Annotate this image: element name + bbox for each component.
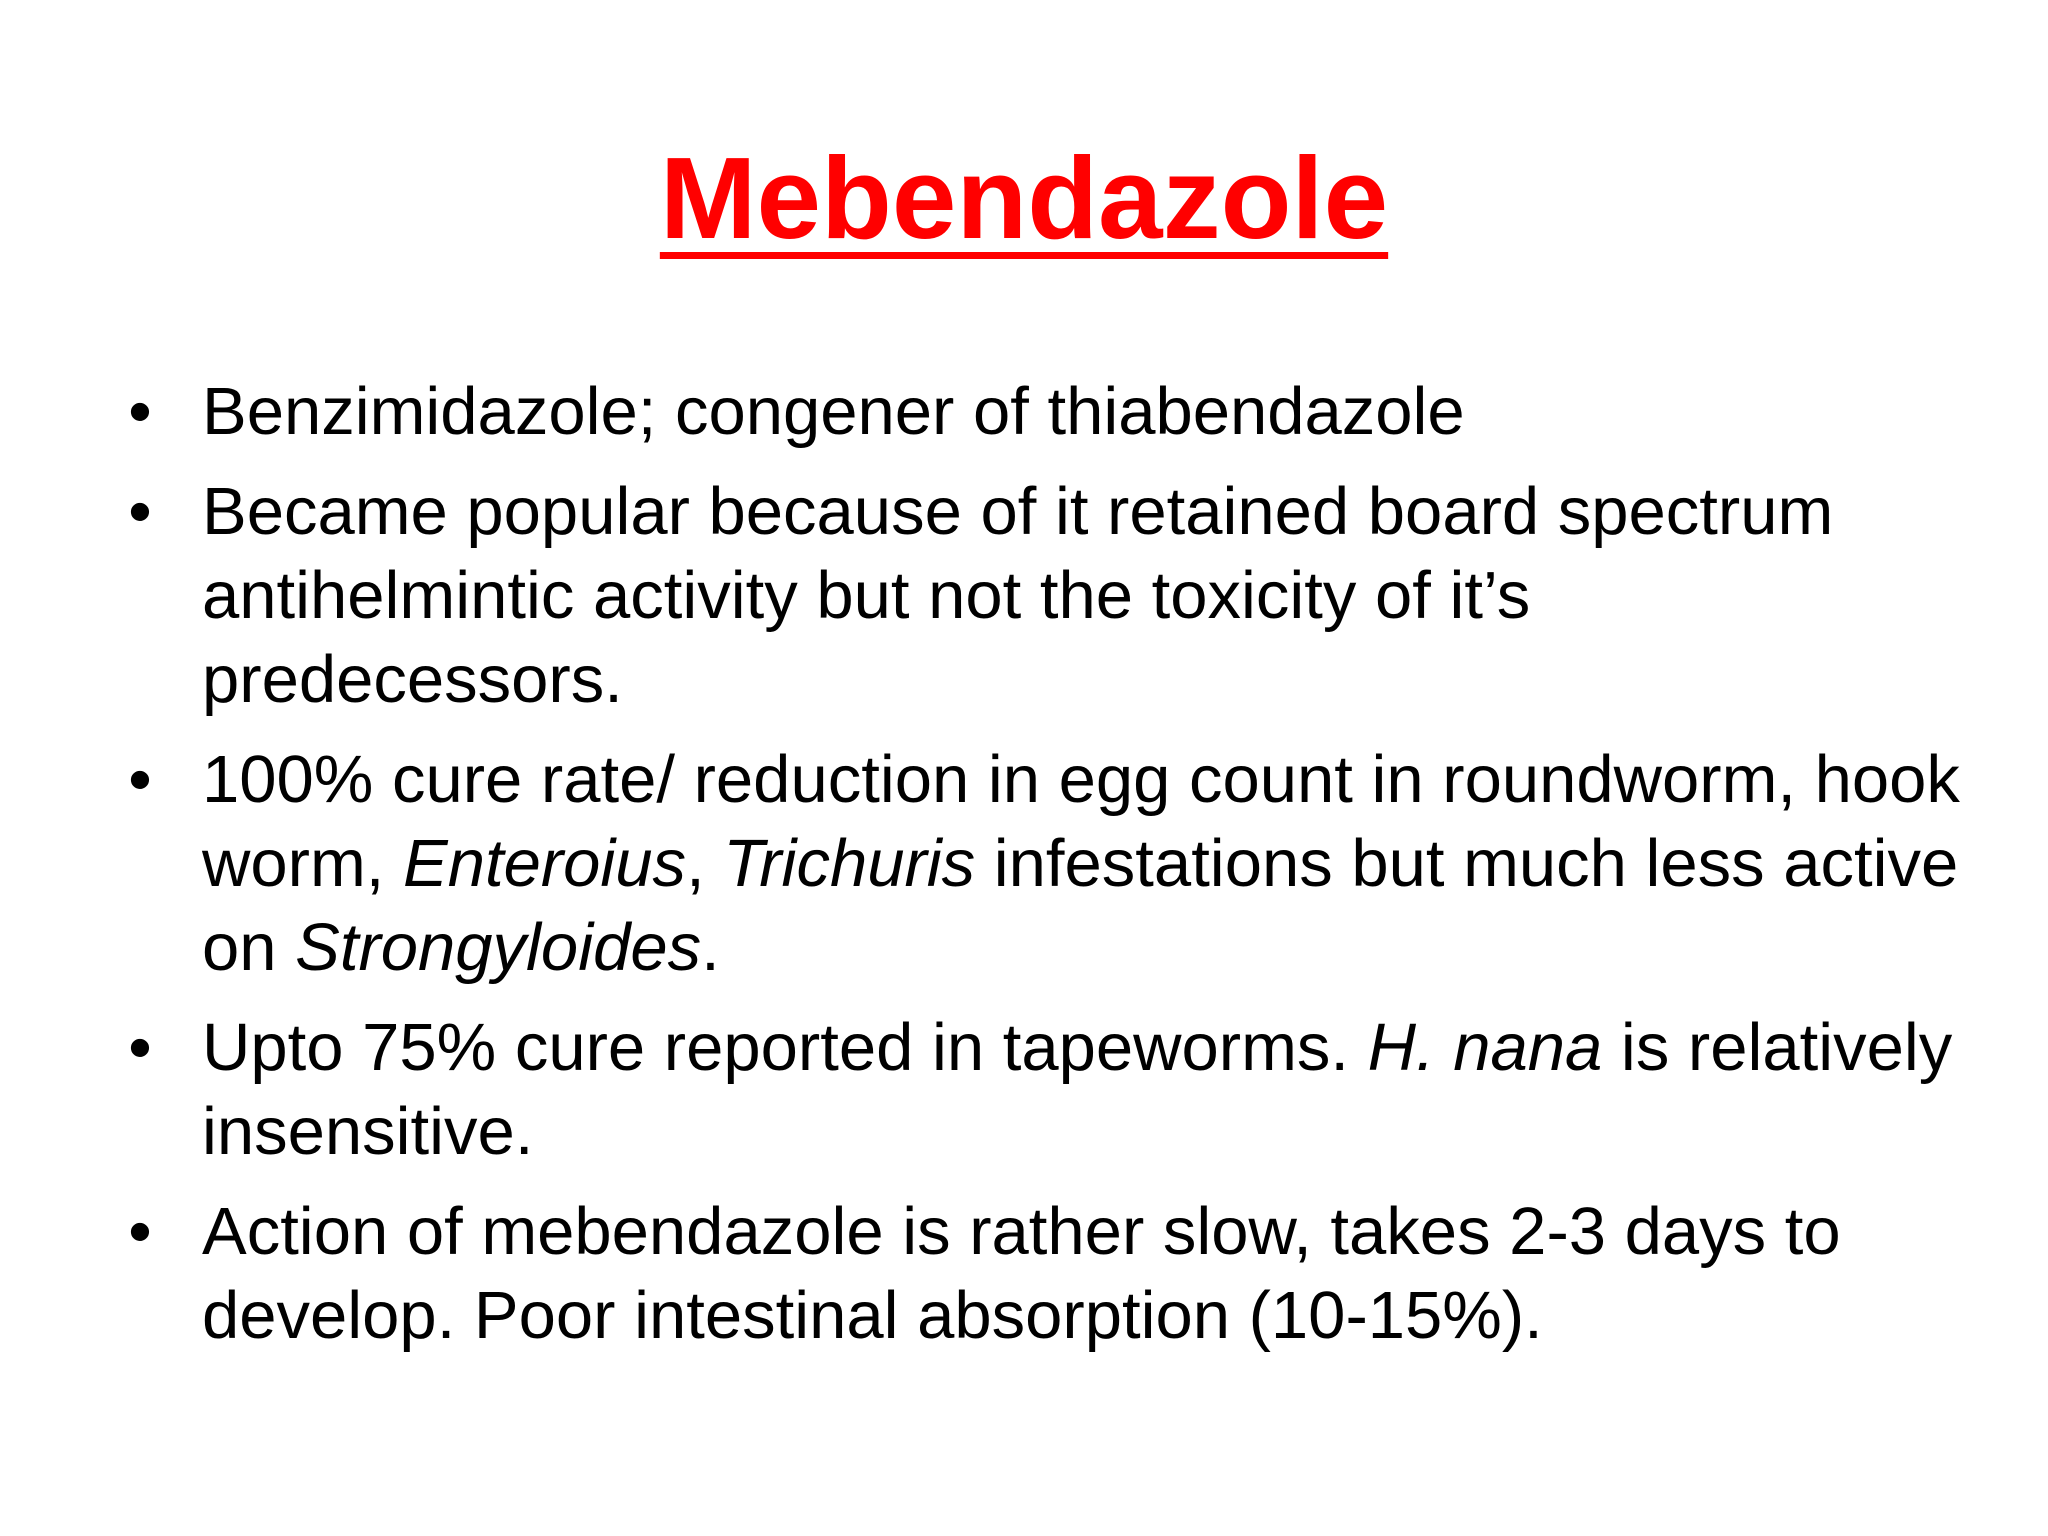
bullet-dot-icon: • xyxy=(128,742,152,817)
slide-title-text: Mebendazole xyxy=(659,133,1389,263)
bullet-item xyxy=(120,370,1960,454)
italic-species-name: Trichuris xyxy=(723,826,976,901)
bullet-text: Became popular because of it retained board spectrum antihelmintic activity but not the toxicity of it’s predecessors. xyxy=(202,474,1834,717)
bullet-dot-icon: • xyxy=(128,474,152,549)
italic-species-name: Strongyloides xyxy=(295,910,702,985)
italic-species-name: Enteroius xyxy=(403,826,687,901)
bullet-dot-icon: • xyxy=(128,1010,152,1085)
bullet-text: 100% cure rate/ reduction in egg count in roundworm, hook worm, Enteroius, Trichuris infestations but much less active on Strongyloides. xyxy=(202,742,1960,985)
italic-species-name: H. nana xyxy=(1367,1010,1603,1085)
bullet-item xyxy=(120,470,1960,722)
slide-title xyxy=(0,128,2048,268)
bullet-text: Benzimidazole; congener of thiabendazole xyxy=(202,374,1465,449)
bullet-list xyxy=(120,370,1960,1374)
bullet-item xyxy=(120,1006,1960,1174)
bullet-text: Upto 75% cure reported in tapeworms. H. nana is relatively insensitive. xyxy=(202,1010,1953,1169)
bullet-dot-icon: • xyxy=(128,1194,152,1269)
bullet-item xyxy=(120,1190,1960,1358)
bullet-dot-icon: • xyxy=(128,374,152,449)
bullet-item xyxy=(120,738,1960,990)
bullet-text: Action of mebendazole is rather slow, takes 2-3 days to develop. Poor intestinal absorption (10-15%). xyxy=(202,1194,1841,1353)
